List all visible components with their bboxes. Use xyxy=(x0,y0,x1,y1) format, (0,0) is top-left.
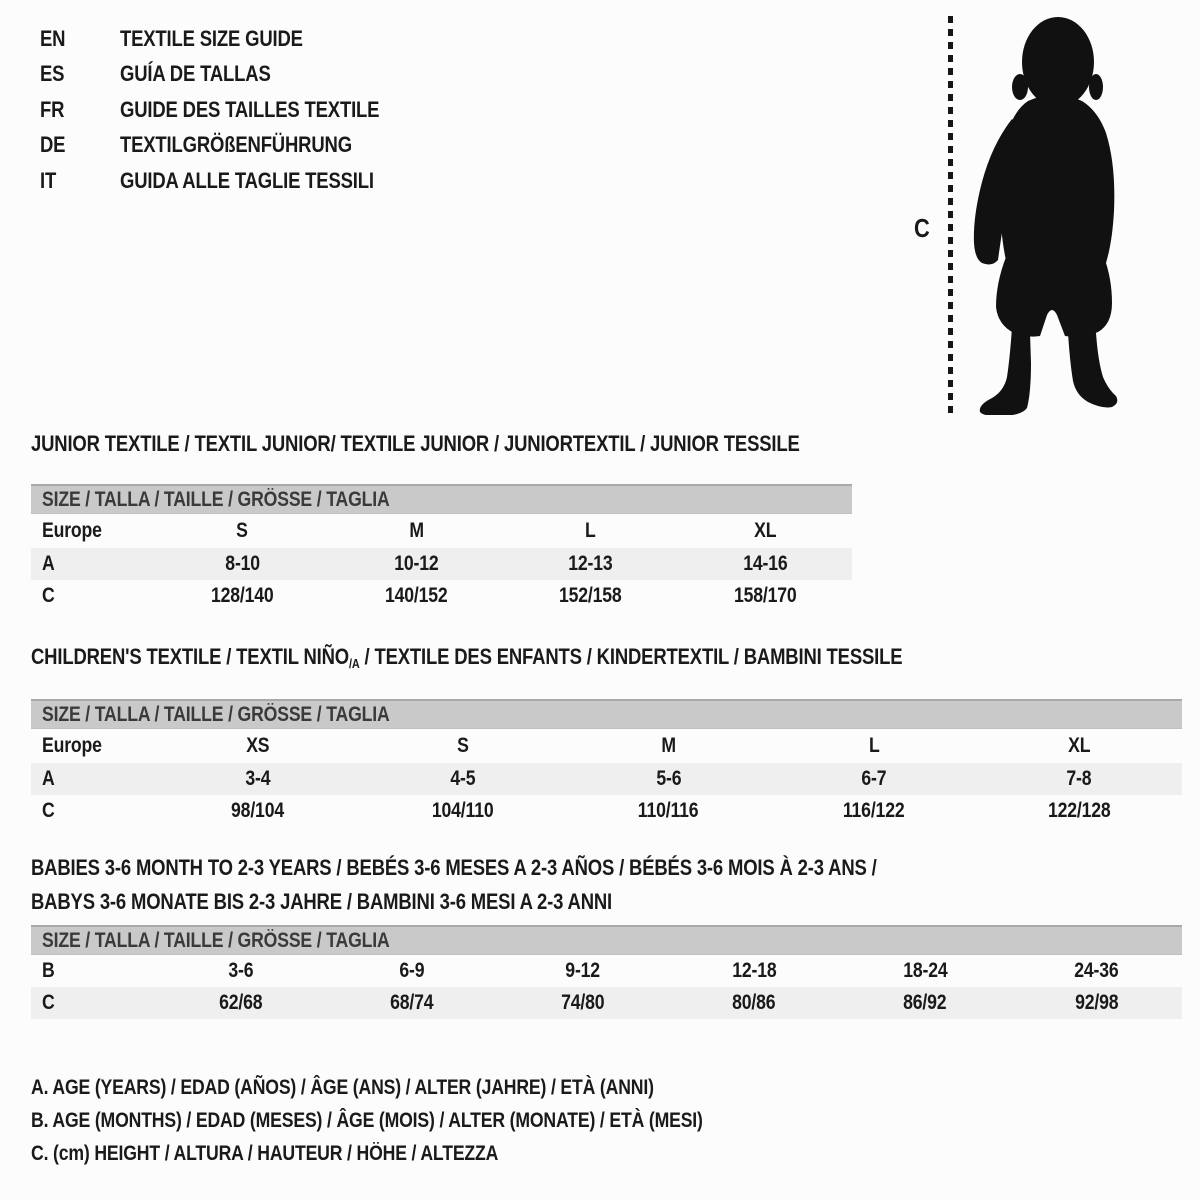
toddler-silhouette-icon xyxy=(970,15,1132,415)
table-cell xyxy=(497,959,668,983)
table-cell xyxy=(155,959,326,983)
table-cell-text: 10-12 xyxy=(394,552,439,575)
size-header-text: SIZE / TALLA / TAILLE / GRÖSSE / TAGLIA xyxy=(42,702,390,726)
table-cell-text: M xyxy=(661,734,676,757)
table-cell-text: 152/158 xyxy=(559,584,622,607)
table-cell xyxy=(678,519,852,543)
table-row xyxy=(31,955,1182,987)
table-cell-text: 128/140 xyxy=(210,584,274,607)
size-header-text: SIZE / TALLA / TAILLE / GRÖSSE / TAGLIA xyxy=(42,487,390,511)
table-cell xyxy=(326,959,497,983)
row-label-text: C xyxy=(42,584,55,607)
section-title-text: CHILDREN'S TEXTILE / TEXTIL NIÑO/A / TEXTILE DES ENFANTS / KINDERTEXTIL / BAMBINI TESSILE xyxy=(31,644,903,671)
table-cell-text: 86/92 xyxy=(903,991,947,1014)
table-cell xyxy=(669,991,840,1015)
table-cell-text: 158/170 xyxy=(733,584,797,607)
language-title: TEXTILE SIZE GUIDE xyxy=(120,26,303,51)
size-header-text: SIZE / TALLA / TAILLE / GRÖSSE / TAGLIA xyxy=(42,928,390,952)
junior-size-table xyxy=(31,514,852,612)
row-label-text: C xyxy=(42,991,55,1014)
language-code: EN xyxy=(40,26,66,51)
table-cell-text: 12-18 xyxy=(731,959,777,982)
section-title xyxy=(31,644,1182,677)
table-cell xyxy=(329,519,503,543)
table-cell-text: 4-5 xyxy=(450,767,476,790)
language-code: FR xyxy=(40,96,65,122)
row-label-text: A xyxy=(42,552,55,575)
table-cell xyxy=(504,584,678,608)
table-cell xyxy=(840,959,1011,983)
table-cell-text: L xyxy=(868,734,880,757)
language-row-de xyxy=(40,127,429,162)
table-cell-text: 6-9 xyxy=(399,959,425,982)
row-label xyxy=(31,519,155,543)
language-code: ES xyxy=(40,61,65,87)
table-cell xyxy=(1011,991,1182,1015)
language-title: GUIDE DES TAILLES TEXTILE xyxy=(120,96,380,122)
section-title-line2: BABYS 3-6 MONATE BIS 2-3 JAHRE / BAMBINI 3-6 MESI A 2-3 ANNI xyxy=(31,889,613,914)
legend-line-b: B. AGE (MONTHS) / EDAD (MESES) / ÂGE (MOIS) / ALTER (MONATE) / ETÀ (MESI) xyxy=(31,1109,703,1132)
row-label xyxy=(31,767,155,791)
row-label xyxy=(31,959,155,983)
table-row xyxy=(31,795,1182,827)
table-cell-text: 74/80 xyxy=(561,991,605,1014)
table-cell-text: 5-6 xyxy=(655,767,681,790)
table-cell xyxy=(155,991,326,1015)
section-title-line1: BABIES 3-6 MONTH TO 2-3 YEARS / BEBÉS 3-6 MESES A 2-3 AÑOS / BÉBÉS 3-6 MOIS À 2-3 ANS / xyxy=(31,855,877,880)
language-row-fr xyxy=(40,92,429,127)
table-cell-text: 122/128 xyxy=(1047,799,1111,822)
table-row xyxy=(31,987,1182,1019)
table-row xyxy=(31,548,852,580)
table-cell xyxy=(566,799,771,823)
table-cell-text: 3-4 xyxy=(245,767,271,790)
babies-size-table xyxy=(31,955,1182,1019)
table-cell-text: 62/68 xyxy=(218,991,263,1014)
table-cell xyxy=(360,799,565,823)
table-row xyxy=(31,580,852,612)
table-header-row xyxy=(31,729,1182,763)
table-cell xyxy=(566,767,771,791)
table-cell xyxy=(155,734,360,758)
table-cell-text: L xyxy=(585,519,596,542)
height-measure-label: C xyxy=(914,213,930,243)
table-cell xyxy=(771,799,976,823)
language-header xyxy=(40,21,429,198)
table-cell-text: S xyxy=(457,734,469,757)
table-cell xyxy=(155,552,329,576)
table-cell xyxy=(840,991,1011,1015)
table-cell xyxy=(678,584,852,608)
language-title: GUIDA ALLE TAGLIE TESSILI xyxy=(120,167,374,193)
section-children-textile xyxy=(31,644,1182,827)
table-cell xyxy=(155,767,360,791)
table-cell-text: XL xyxy=(753,519,776,542)
language-code: IT xyxy=(40,167,57,193)
table-cell-text: 9-12 xyxy=(565,959,601,982)
table-cell-text: 80/86 xyxy=(732,991,776,1014)
table-cell-text: 68/74 xyxy=(390,991,434,1014)
table-cell-text: 110/116 xyxy=(638,799,699,822)
language-row-es xyxy=(40,56,429,91)
table-cell xyxy=(977,799,1182,823)
section-title-text: JUNIOR TEXTILE / TEXTIL JUNIOR/ TEXTILE JUNIOR / JUNIORTEXTIL / JUNIOR TESSILE xyxy=(31,431,800,456)
table-cell xyxy=(326,991,497,1015)
size-header-bar xyxy=(31,925,1182,955)
table-cell-text: 6-7 xyxy=(861,767,887,790)
table-cell-text: 7-8 xyxy=(1066,767,1092,790)
row-label xyxy=(31,584,155,608)
row-label-text: Europe xyxy=(42,519,102,542)
section-title xyxy=(31,431,852,457)
table-cell-text: 8-10 xyxy=(224,552,260,575)
table-cell xyxy=(497,991,668,1015)
row-label-text: A xyxy=(42,767,55,790)
legend-line-a: A. AGE (YEARS) / EDAD (AÑOS) / ÂGE (ANS) / ALTER (JAHRE) / ETÀ (ANNI) xyxy=(31,1076,654,1099)
row-label-text: Europe xyxy=(42,734,102,757)
language-title: TEXTILGRÖßENFÜHRUNG xyxy=(120,132,352,158)
table-cell-text: 14-16 xyxy=(742,552,788,575)
language-title: GUÍA DE TALLAS xyxy=(120,61,271,87)
section-title xyxy=(31,851,1182,919)
table-cell xyxy=(566,734,771,758)
table-cell xyxy=(360,767,565,791)
table-cell xyxy=(155,584,329,608)
table-cell xyxy=(771,734,976,758)
language-code: DE xyxy=(40,132,66,158)
table-cell-text: 18-24 xyxy=(903,959,948,982)
table-cell xyxy=(678,552,852,576)
table-cell xyxy=(977,734,1182,758)
table-cell xyxy=(669,959,840,983)
language-row-it xyxy=(40,163,429,198)
section-babies-textile xyxy=(31,851,1182,1019)
table-cell-text: 24-36 xyxy=(1074,959,1119,982)
table-cell xyxy=(771,767,976,791)
table-cell xyxy=(155,799,360,823)
table-cell xyxy=(504,519,678,543)
row-label-text: B xyxy=(42,959,55,982)
row-label xyxy=(31,552,155,576)
table-cell xyxy=(329,552,503,576)
size-header-bar xyxy=(31,484,852,514)
table-cell-text: M xyxy=(409,519,424,542)
table-cell-text: 12-13 xyxy=(568,552,613,575)
children-size-table xyxy=(31,729,1182,827)
table-cell-text: S xyxy=(236,519,248,542)
table-cell-text: 116/122 xyxy=(843,799,905,822)
table-cell-text: 92/98 xyxy=(1074,991,1119,1014)
gender-suffix: /A xyxy=(348,656,360,671)
table-cell-text: XL xyxy=(1068,734,1091,757)
table-header-row xyxy=(31,514,852,548)
section-junior-textile xyxy=(31,431,852,612)
table-cell-text: 140/152 xyxy=(385,584,448,607)
table-cell-text: 104/110 xyxy=(432,799,494,822)
table-cell xyxy=(360,734,565,758)
table-cell xyxy=(977,767,1182,791)
row-label xyxy=(31,991,155,1015)
table-cell xyxy=(155,519,329,543)
table-cell-text: 98/104 xyxy=(231,799,285,822)
measure-legend xyxy=(31,1071,831,1170)
row-label xyxy=(31,734,155,758)
table-row xyxy=(31,763,1182,795)
table-cell xyxy=(329,584,503,608)
language-row-en xyxy=(40,21,429,56)
table-cell-text: XS xyxy=(246,734,270,757)
legend-line-c: C. (cm) HEIGHT / ALTURA / HAUTEUR / HÖHE / ALTEZZA xyxy=(31,1142,499,1165)
row-label-text: C xyxy=(42,799,55,822)
table-cell xyxy=(504,552,678,576)
size-header-bar xyxy=(31,699,1182,729)
row-label xyxy=(31,799,155,823)
table-cell xyxy=(1011,959,1182,983)
height-measure-line xyxy=(948,16,953,415)
table-cell-text: 3-6 xyxy=(228,959,254,982)
